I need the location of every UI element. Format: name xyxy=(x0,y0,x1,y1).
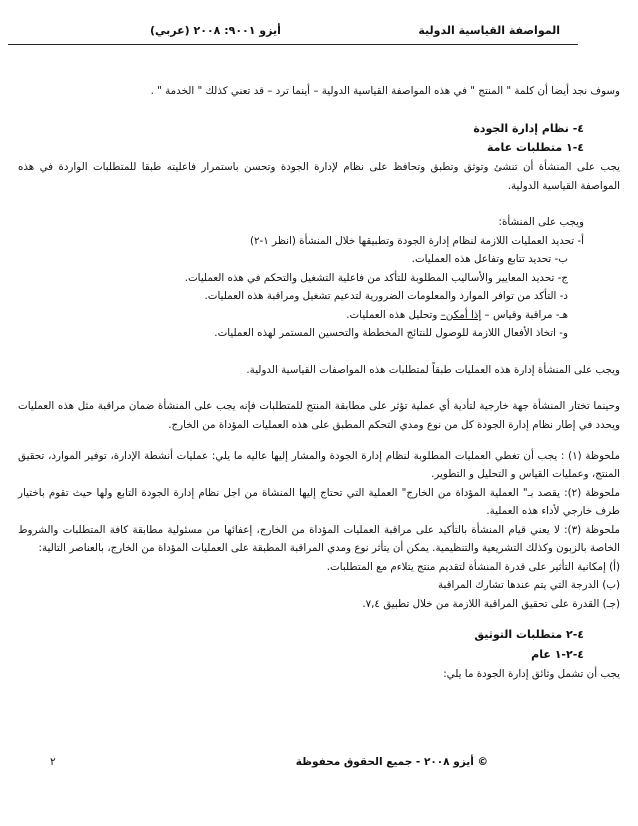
page-header xyxy=(150,24,560,40)
list-item: أ- تحديد العمليات اللازمة لنظام إدارة الجودة وتطبيقها خلال المنشأة (انظر ١-٢) xyxy=(249,234,584,247)
note-3-item: (جـ) القدرة على تحقيق المراقبة اللازمة من خلال تطبيق ٧,٤. xyxy=(362,597,620,610)
list-item: ج- تحديد المعايير والأساليب المطلوبة للتأكد من فاعلية التشغيل والتحكم في هذه العمليات. xyxy=(184,271,568,284)
note-3: ملحوظة (٣): لا يعني قيام المنشأة بالتأكيد على مراقبة العمليات المؤداة من الخارج، إعفائها من مسئولية مطابقة كافة المتطلبات والشروط الخاصة بالزبون وكذلك التشريعية والتنظيمية. يمكن أن يتأثر نوع ومدي المراقبة المطبقة على العمليات المؤداة من الخارج، بالعناصر التالية: xyxy=(18,523,620,555)
section-4-1-paragraph: يجب على المنشأة أن تنشئ وتوثق وتطبق وتحافظ على نظام لإدارة الجودة وتحسن باستمرار فاعليته طبقا للمتطلبات الواردة في هذه المواصفة القياسية الدولية. xyxy=(18,161,620,192)
header-divider xyxy=(8,44,578,45)
requirements-intro: ويجب على المنشأة: xyxy=(498,216,584,229)
intro-paragraph: وسوف نجد أيضا أن كلمة " المنتج " في هذه المواصفة القياسية الدولية – أينما ترد – قد تعني كذلك " الخدمة " . xyxy=(150,85,620,97)
copyright-text: © أيزو ٢٠٠٨ - جميع الحقوق محفوظة xyxy=(295,756,488,768)
note-2: ملحوظة (٢): يقصد بـ" العملية المؤداة من الخارج" العملية التي تحتاج إليها المنشاة من اجل نظام إدارة الجودة التابع ولها حيث تقوم باختيار طرف خارجي لأداء هذه العملية. xyxy=(18,486,620,518)
manage-paragraph: ويجب على المنشأة إدارة هذه العمليات طبقاً لمتطلبات هذه المواصفات القياسية الدولية. xyxy=(246,363,620,376)
list-item xyxy=(18,306,620,325)
note-3-item: (ب) الدرجة التي يتم عندها تشارك المراقبة xyxy=(437,579,620,592)
section-4-1-heading: ٤-١ متطلبات عامة xyxy=(487,141,584,155)
list-item: و- اتخاذ الأفعال اللازمة للوصول للنتائج المخططة والتحسين المستمر لهذه العمليات. xyxy=(214,327,568,340)
header-title: المواصفة القياسية الدولية xyxy=(418,24,560,37)
list-item-text: وتحليل هذه العمليات. xyxy=(346,308,438,321)
list-item: د- التأكد من توافر الموارد والمعلومات الضرورية لتدعيم تشغيل ومراقبة هذه العمليات. xyxy=(204,290,568,303)
page-footer xyxy=(30,756,608,772)
section-4-heading: ٤- نظام إدارة الجودة xyxy=(473,121,584,135)
note-3-item: (أ) إمكانية التأثير على قدرة المنشأة لتقديم منتج يتلاءم مع المتطلبات. xyxy=(326,560,620,573)
list-item-text: هـ- مراقبة وقياس – xyxy=(484,308,568,321)
list-item: ب- تحديد تتابع وتفاعل هذه العمليات. xyxy=(411,253,568,266)
note-1: ملحوظة (١) : يجب أن تغطي العمليات المطلوبة لنظام إدارة الجودة والمشار إليها عاليه ما يلي: عمليات أنشطة الإدارة، توفير الموارد، تحقيق المنتج، وعمليات القياس و التحليل و التطوير. xyxy=(18,449,620,481)
outsource-paragraph: وحينما تختار المنشأة جهة خارجية لتأدية أي عملية تؤثر على مطابقة المنتج للمتطلبات فإنه يجب على المنشأة ضمان مراقبة مثل هذه العمليات ويحدد في إطار نظام إدارة الجودة كل من نوع ومدي التحكم المطبق على هذه العمليات المؤداة من الخارج. xyxy=(18,400,620,431)
section-4-2-heading: ٤-٢ متطلبات التوثيق xyxy=(474,628,584,642)
section-4-2-1-paragraph: يجب أن تشمل وثائق إدارة الجودة ما يلي: xyxy=(443,667,620,680)
page-number: ٢ xyxy=(50,756,56,768)
section-4-2-1-heading: ٤-٢-١ عام xyxy=(531,648,584,662)
underlined-text: إذا أمكن– xyxy=(440,308,482,321)
document-body xyxy=(18,82,620,683)
header-standard-id: أيزو ٩٠٠١: ٢٠٠٨ (عربي) xyxy=(150,24,281,37)
